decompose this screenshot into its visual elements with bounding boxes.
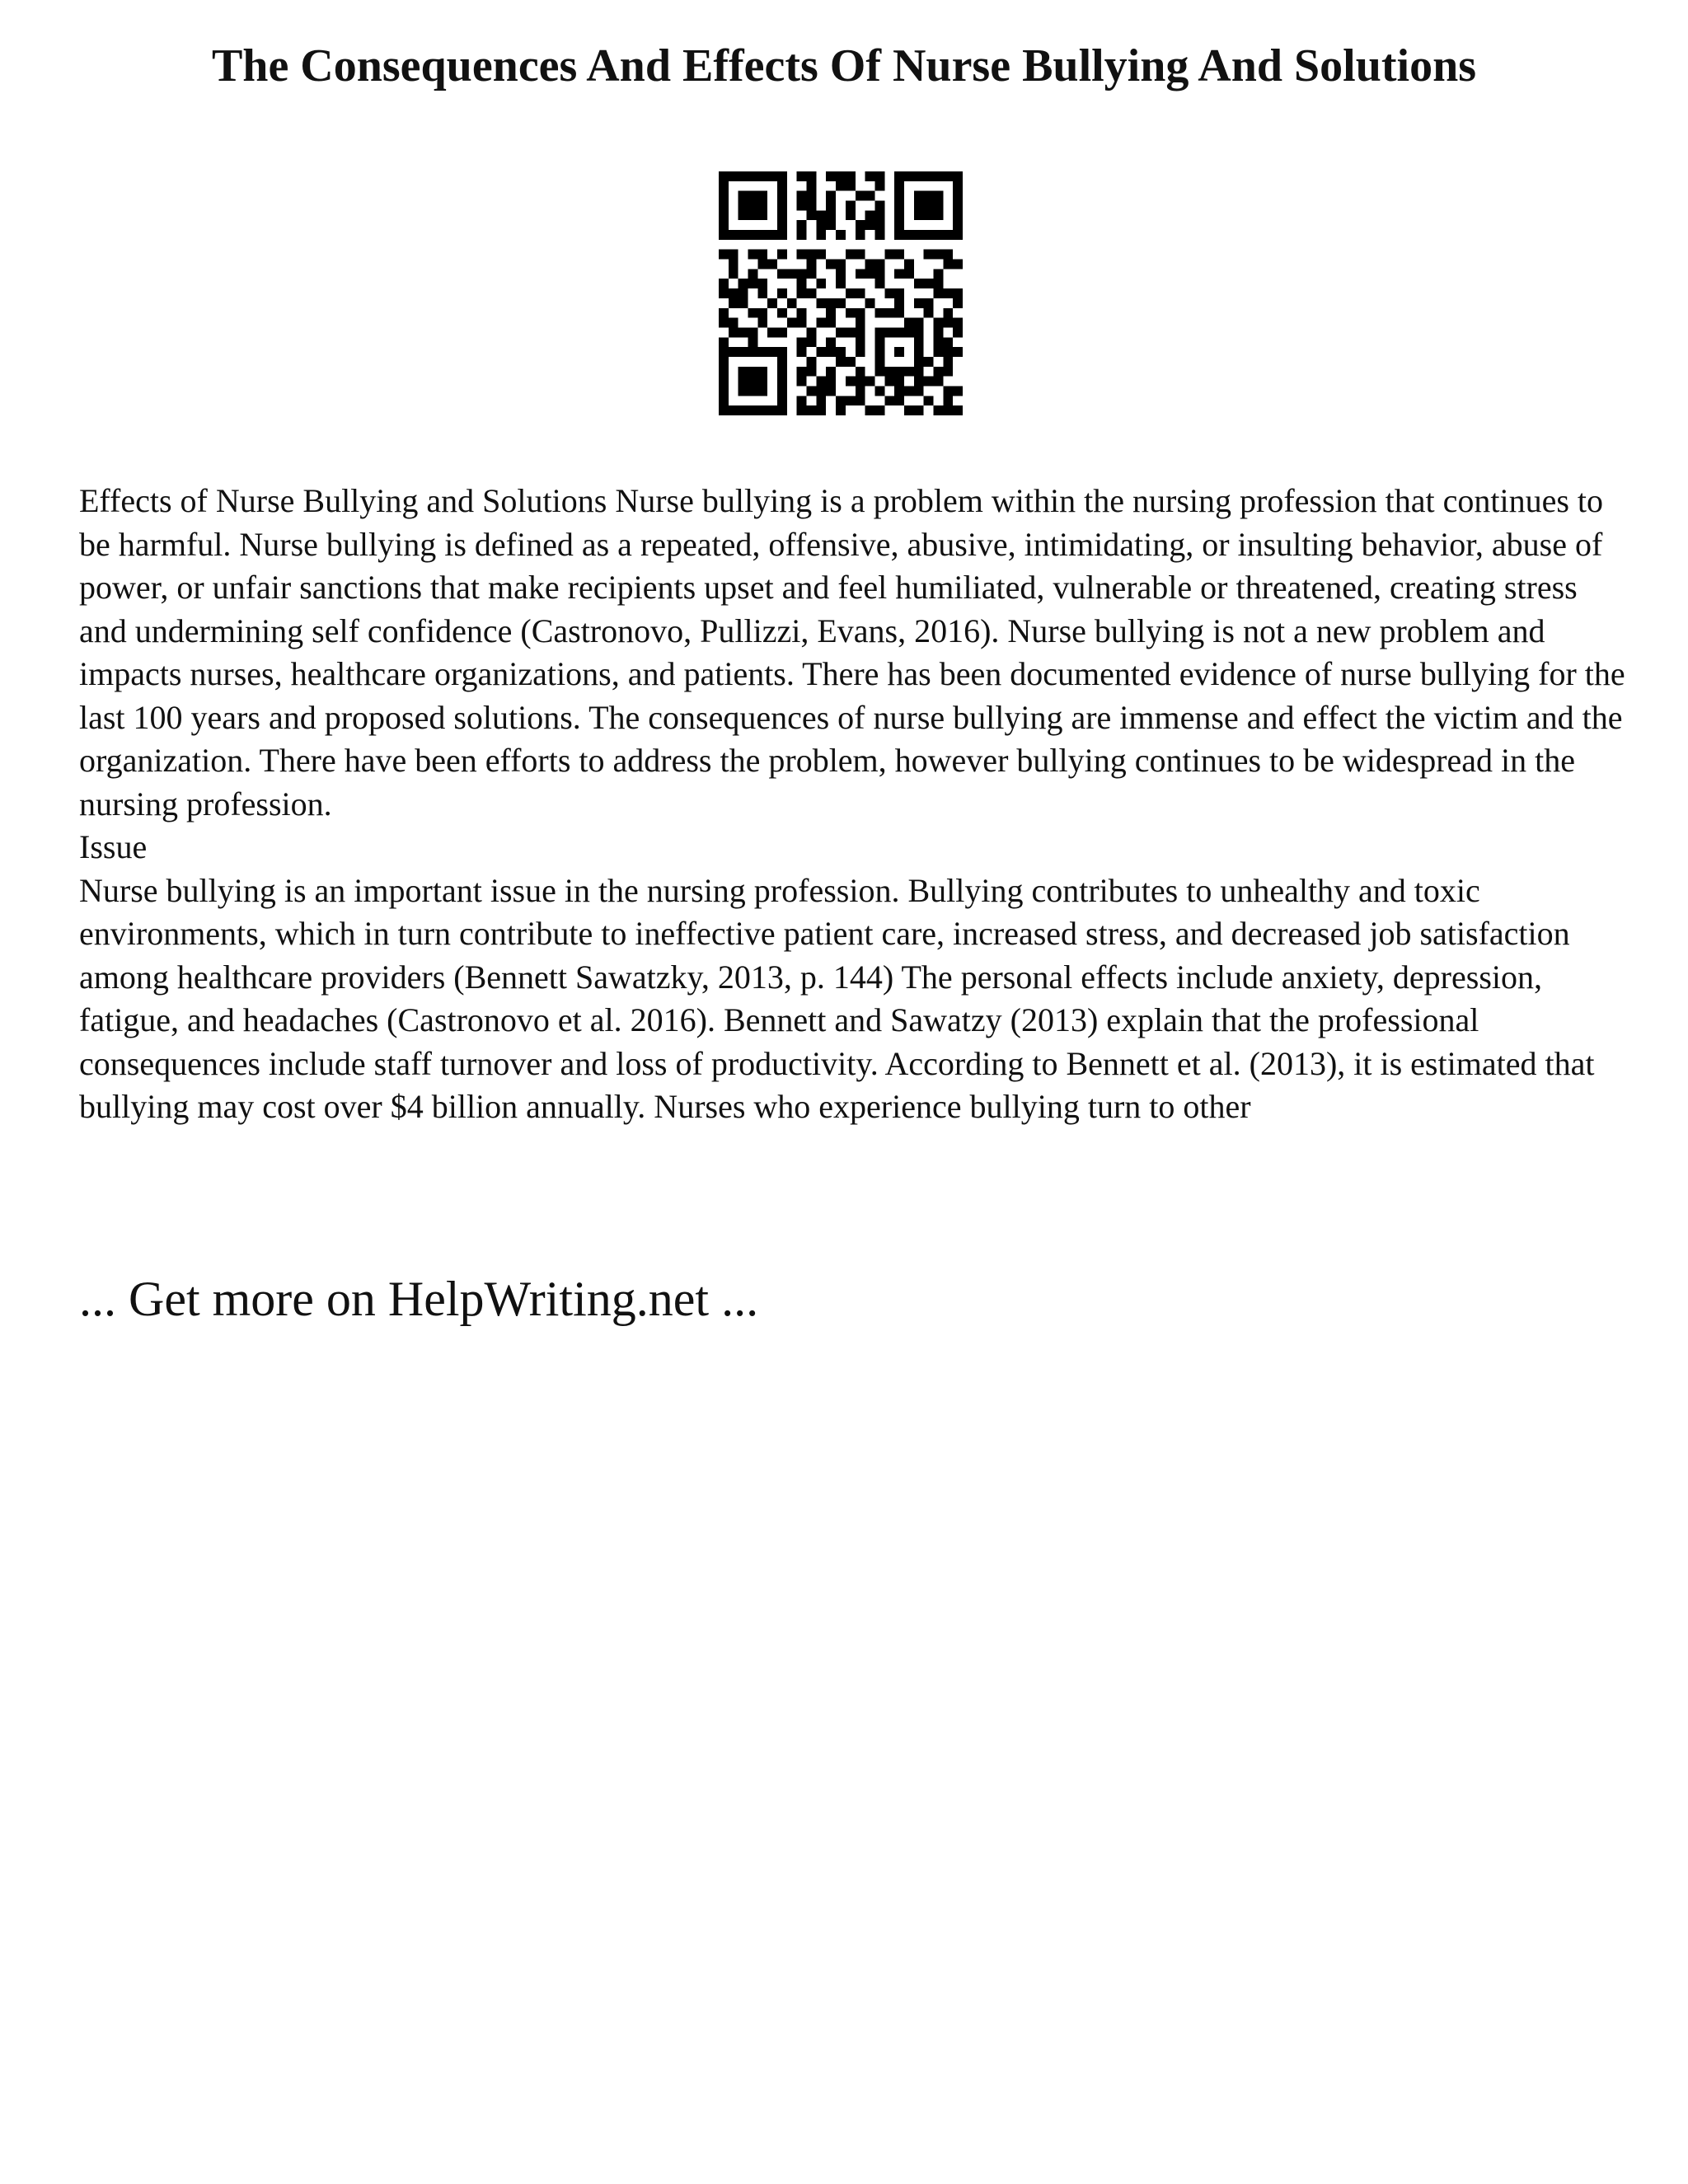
document-body (79, 480, 1629, 1129)
intro-paragraph: Effects of Nurse Bullying and Solutions Nurse bullying is a problem within the nursing profession that continues to be harmful. Nurse bullying is defined as a repeated, offensive, abusive, intimidating, or insulting behavior, abuse of power, or unfair sanctions that make recipients upset and feel humiliated, vulnerable or threatened, creating stress and undermining self confidence (Castronovo, Pullizzi, Evans, 2016). Nurse bullying is not a new problem and impacts nurses, healthcare organizations, and patients. There has been documented evidence of nurse bullying for the last 100 years and proposed solutions. The consequences of nurse bullying are immense and effect the victim and the organization. There have been efforts to address the problem, however bullying continues to be widespread in the nursing profession. (79, 482, 1625, 823)
issue-paragraph: Nurse bullying is an important issue in the nursing profession. Bullying contributes to unhealthy and toxic environments, which in turn contribute to ineffective patient care, increased stress, and decreased job satisfaction among healthcare providers (Bennett Sawatzky, 2013, p. 144) The personal effects include anxiety, depression, fatigue, and headaches (Castronovo et al. 2016). Bennett and Sawatzy (2013) explain that the professional consequences include staff turnover and loss of productivity. According to Bennett et al. (2013), it is estimated that bullying may cost over $4 billion annually. Nurses who experience bullying turn to other (79, 871, 1595, 1125)
get-more-link[interactable]: ... Get more on HelpWriting.net ... (79, 1272, 759, 1326)
document-title: The Consequences And Effects Of Nurse Bullying And Solutions (211, 40, 1477, 91)
section-heading-issue: Issue (79, 828, 148, 865)
qr-code-icon (719, 171, 963, 415)
